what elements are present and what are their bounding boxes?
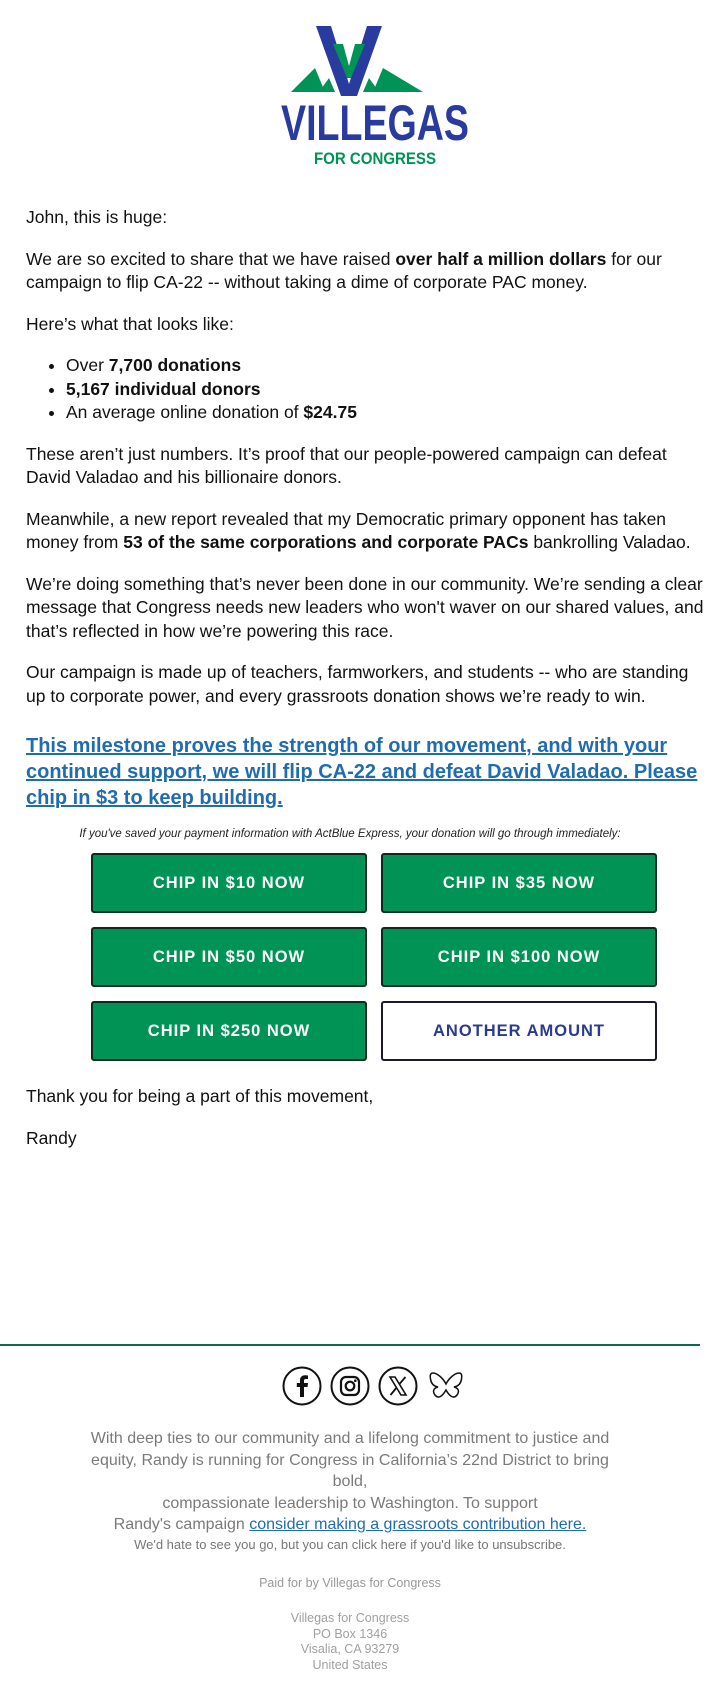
another-amount-button[interactable]: ANOTHER AMOUNT (381, 1001, 657, 1061)
bluesky-butterfly-icon[interactable] (426, 1366, 466, 1406)
paragraph-grassroots: Our campaign is made up of teachers, farmworkers, and students -- who are standing up to corporate power, and every grassroots donation shows we’re ready to win. (26, 662, 689, 706)
x-twitter-icon[interactable] (378, 1366, 418, 1406)
paragraph-community: We’re doing something that’s never been done in our community. We’re sending a clear message that Congress needs new leaders who won't waver on our shared values, and that’s reflected in how we’re powering this race. (26, 573, 704, 641)
footer-about: With deep ties to our community and a lifelong commitment to justice and equity, Randy is running for Congress in California’s 22nd District to bring bold, compassionate leadership to Washington. To support Randy's campaign consider making a grassroots contribution here. (90, 1430, 610, 1533)
list-item: • An average online donation of $24.75 (66, 401, 706, 425)
chip-in-100-button[interactable]: CHIP IN $100 NOW (381, 927, 657, 987)
thanks-text: Thank you for being a part of this movement, (26, 1086, 374, 1106)
campaign-logo[interactable] (273, 26, 476, 171)
list-item: • 5,167 individual donors (66, 378, 706, 402)
list-item: • Over 7,700 donations (66, 354, 706, 378)
chip-in-50-button[interactable]: CHIP IN $50 NOW (91, 927, 367, 987)
signature: Randy (26, 1127, 77, 1148)
footer-divider (0, 1344, 700, 1346)
mailing-address: Villegas for Congress PO Box 1346 Visalia, CA 93279 United States (290, 1611, 410, 1672)
closing (26, 1085, 373, 1168)
facebook-icon[interactable] (282, 1366, 322, 1406)
paragraph-report: Meanwhile, a new report revealed that my Democratic primary opponent has taken money from 53 of the same corporations and corporate PACs bankrolling Valadao. (26, 508, 691, 552)
instagram-icon[interactable] (330, 1366, 370, 1406)
stats-list (26, 354, 706, 425)
logo-subtitle: FOR CONGRESS (314, 149, 436, 168)
paragraph-raised: We are so excited to share that we have raised over half a million dollars for our campaign to flip CA-22 -- without taking a dime of corporate PAC money. (26, 248, 662, 292)
chip-in-250-button[interactable]: CHIP IN $250 NOW (91, 1001, 367, 1061)
contribution-link[interactable]: consider making a grassroots contribution here. (249, 1516, 587, 1533)
actblue-express-note: If you've saved your payment information with ActBlue Express, your donation will go through immediately: (79, 828, 621, 840)
chip-in-10-button[interactable]: CHIP IN $10 NOW (91, 853, 367, 913)
unsubscribe-link[interactable]: We'd hate to see you go, but you can click here if you'd like to unsubscribe. (134, 1537, 566, 1552)
chip-in-35-button[interactable]: CHIP IN $35 NOW (381, 853, 657, 913)
email-body (26, 206, 706, 726)
paragraph-numbers: These aren’t just numbers. It’s proof that our people-powered campaign can defeat David Valadao and his billionaire donors. (26, 443, 667, 487)
greeting: John, this is huge: (26, 207, 168, 227)
chip-in-cta-link[interactable]: This milestone proves the strength of our movement, and with your continued support, we will flip CA-22 and defeat David Valadao. Please chip in $3 to keep building. (26, 735, 698, 809)
paid-for-disclaimer: Paid for by Villegas for Congress (259, 1576, 441, 1590)
logo-name: VILLEGAS (281, 95, 469, 151)
paragraph-looks-like: Here’s what that looks like: (26, 313, 234, 334)
